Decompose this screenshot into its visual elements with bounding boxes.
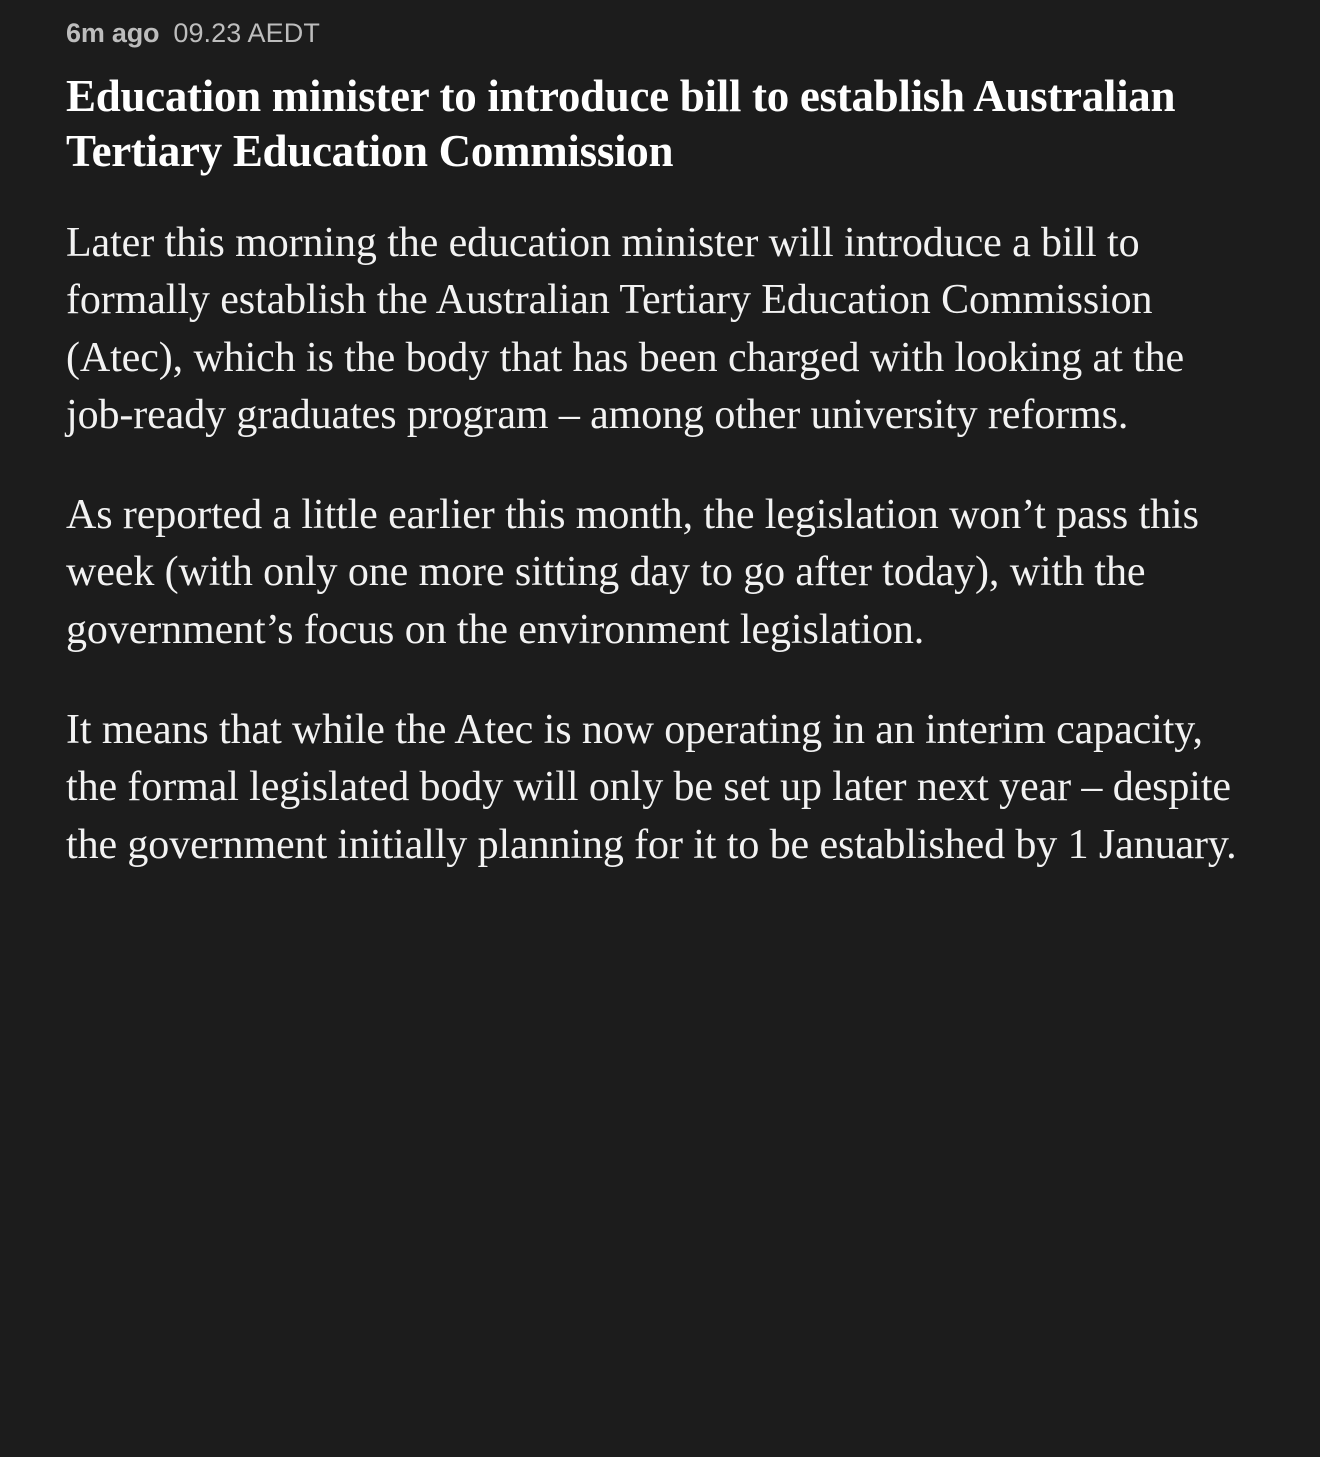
post-body bbox=[66, 215, 1256, 874]
post-meta bbox=[66, 18, 1256, 49]
post-time-ago: 6m ago bbox=[66, 18, 160, 48]
post-paragraph: It means that while the Atec is now operating in an interim capacity, the formal legislated body will only be set up later next year – despite the government initially planning for it to be established by 1 January. bbox=[66, 706, 1237, 868]
post-headline: Education minister to introduce bill to establish Australian Tertiary Education Commission bbox=[66, 71, 1176, 176]
post-timestamp: 09.23 AEDT bbox=[173, 18, 320, 48]
post-paragraph: Later this morning the education minister will introduce a bill to formally establish the Australian Tertiary Education Commission (Atec), which is the body that has been charged with looking at the job-ready graduates program – among other university reforms. bbox=[66, 219, 1185, 439]
post-paragraph: As reported a little earlier this month, the legislation won’t pass this week (with only one more sitting day to go after today), with the government’s focus on the environment legislation. bbox=[66, 491, 1199, 653]
